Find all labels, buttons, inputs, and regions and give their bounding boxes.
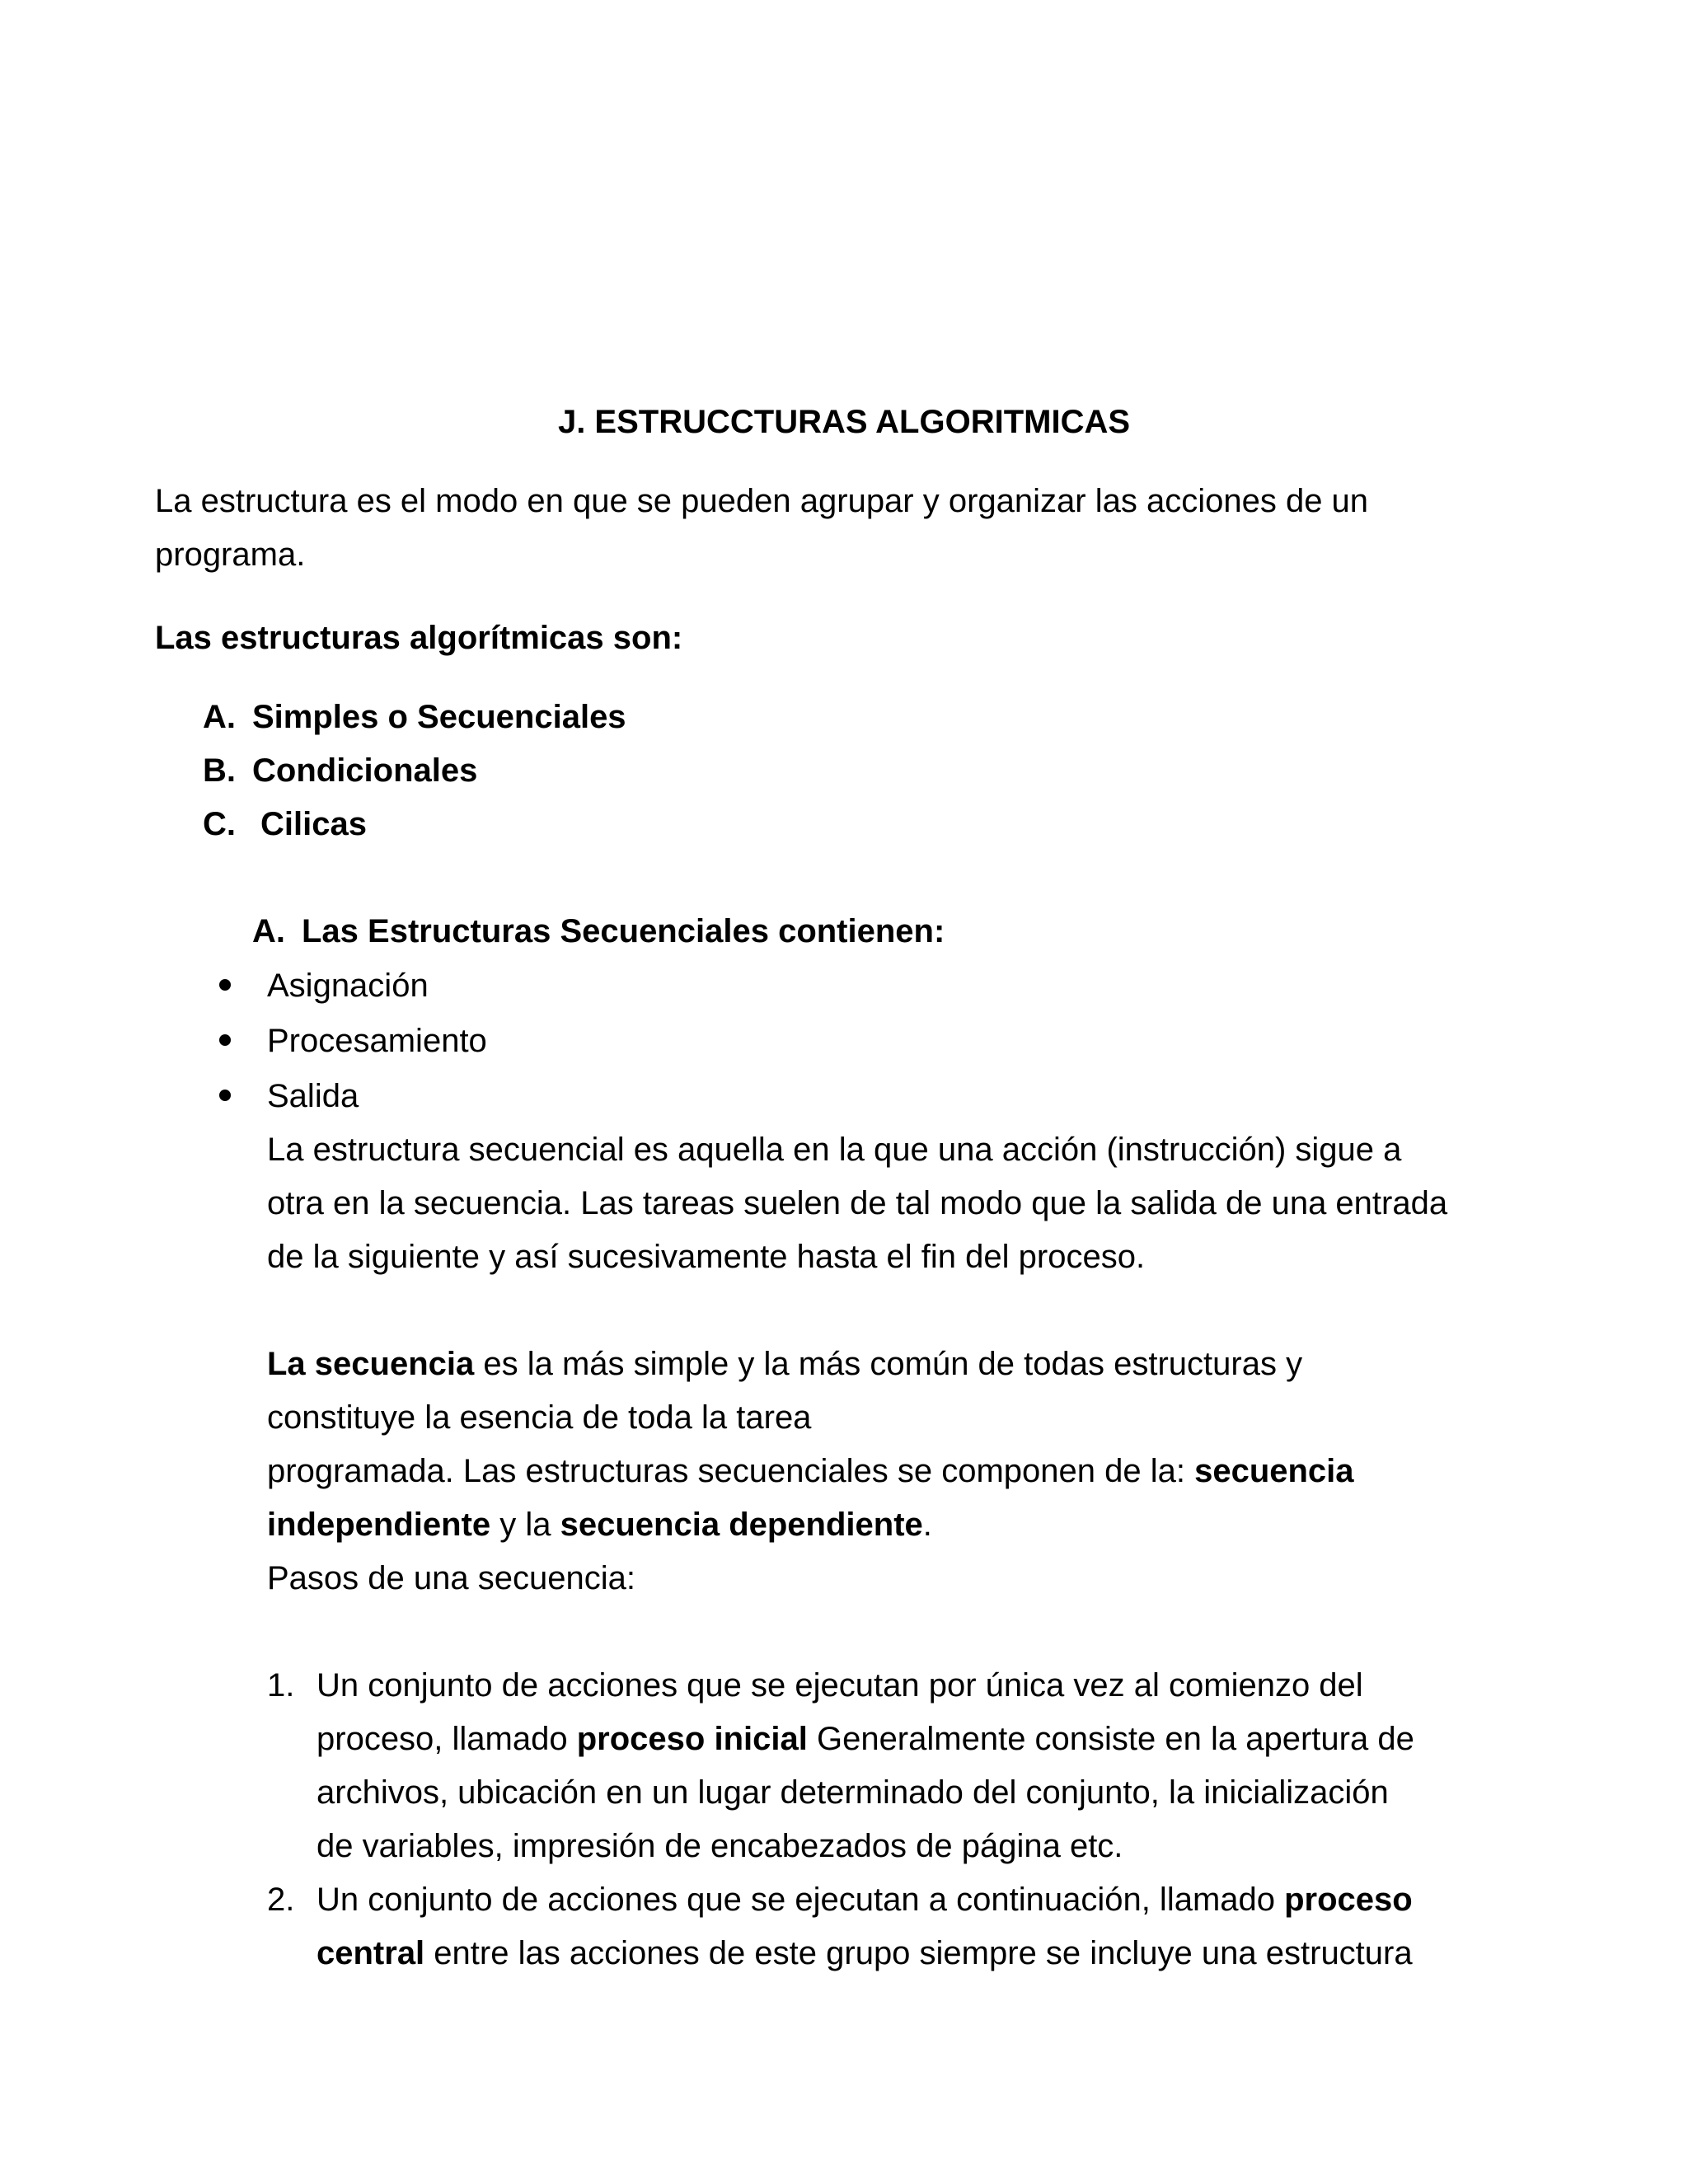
secuencia-line-3-term: secuencia xyxy=(1194,1453,1354,1489)
independiente-term: independiente xyxy=(267,1507,491,1543)
secuencia-line-3-text: programada. Las estructuras secuenciales se componen de la: xyxy=(267,1453,1195,1489)
secuencia-term: La secuencia xyxy=(267,1346,475,1382)
step-2-marker: 2. xyxy=(267,1882,295,1918)
proceso-inicial-term: proceso inicial xyxy=(576,1721,808,1757)
section-a-heading: Las Estructuras Secuenciales contienen: xyxy=(302,913,945,949)
bullet-item-asignacion: Asignación xyxy=(267,968,429,1004)
secuencia-line-4-end: . xyxy=(922,1507,932,1543)
section-a-marker: A. xyxy=(252,913,285,949)
type-marker-b: B. xyxy=(203,752,236,789)
proceso-term: proceso xyxy=(1284,1882,1413,1918)
step-2-line-2-rest: entre las acciones de este grupo siempre se incluye una estructura xyxy=(424,1935,1413,1971)
type-item-simples: Simples o Secuenciales xyxy=(252,699,626,735)
secuencia-line-2: constituye la esencia de toda la tarea xyxy=(267,1399,812,1436)
secuencia-line-1-text: es la más simple y la más común de todas estructuras y xyxy=(474,1346,1303,1382)
intro-line-1: La estructura es el modo en que se pueden agrupar y organizar las acciones de un xyxy=(155,483,1369,519)
secuencia-line-1 xyxy=(267,1339,1302,1389)
step-1-line-4: de variables, impresión de encabezados de página etc. xyxy=(316,1828,1123,1864)
type-marker-c: C. xyxy=(203,806,236,842)
description-line-1: La estructura secuencial es aquella en la que una acción (instrucción) sigue a xyxy=(267,1132,1402,1168)
intro-line-2: programa. xyxy=(155,537,306,573)
secuencia-line-4 xyxy=(267,1500,932,1549)
steps-heading: Pasos de una secuencia: xyxy=(267,1560,635,1596)
secuencia-line-4-mid: y la xyxy=(490,1507,560,1543)
bullet-icon xyxy=(219,1090,231,1101)
step-1-line-2 xyxy=(316,1714,1414,1764)
dependiente-term: secuencia dependiente xyxy=(560,1507,923,1543)
page-title: J. ESTRUCCTURAS ALGORITMICAS xyxy=(557,404,1131,440)
central-term: central xyxy=(316,1935,425,1971)
bullet-item-procesamiento: Procesamiento xyxy=(267,1023,487,1059)
step-2-line-2 xyxy=(316,1929,1413,1978)
bullet-item-salida: Salida xyxy=(267,1078,359,1114)
description-line-2: otra en la secuencia. Las tareas suelen de tal modo que la salida de una entrada xyxy=(267,1185,1448,1221)
secuencia-line-3 xyxy=(267,1446,1354,1496)
step-2-line-1 xyxy=(316,1875,1413,1924)
step-1-line-2-rest: Generalmente consiste en la apertura de xyxy=(807,1721,1414,1757)
step-1-line-1: Un conjunto de acciones que se ejecutan por única vez al comienzo del xyxy=(316,1667,1363,1704)
step-1-marker: 1. xyxy=(267,1667,295,1704)
step-1-line-2-text: proceso, llamado xyxy=(316,1721,577,1757)
types-heading: Las estructuras algorítmicas son: xyxy=(155,620,683,656)
description-line-3: de la siguiente y así sucesivamente hasta el fin del proceso. xyxy=(267,1239,1146,1275)
bullet-icon xyxy=(219,979,231,991)
type-item-cilicas: Cilicas xyxy=(260,806,367,842)
step-2-line-1-text: Un conjunto de acciones que se ejecutan a continuación, llamado xyxy=(316,1882,1285,1918)
bullet-icon xyxy=(219,1034,231,1046)
type-item-condicionales: Condicionales xyxy=(252,752,478,789)
type-marker-a: A. xyxy=(203,699,236,735)
step-1-line-3: archivos, ubicación en un lugar determinado del conjunto, la inicialización xyxy=(316,1774,1389,1811)
